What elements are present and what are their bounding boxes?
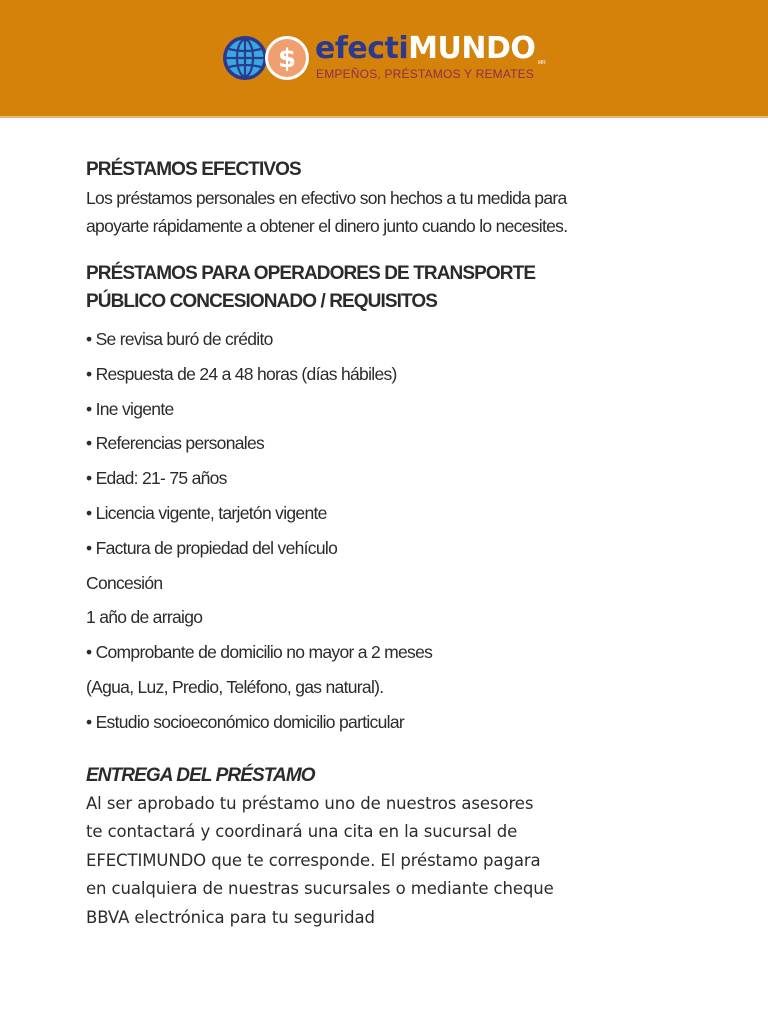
section-text-line: EFECTIMUNDO que te corresponde. El préstamo pagara [86, 850, 541, 870]
section-title: PRÉSTAMOS EFECTIVOS [86, 159, 301, 180]
efectimundo-logo[interactable] [220, 33, 560, 85]
section-cash-loans [86, 156, 567, 240]
section-title-line: PRÉSTAMOS PARA OPERADORES DE TRANSPORTE [86, 263, 536, 284]
list-item: • Factura de propiedad del vehículo [86, 537, 338, 558]
brand-name [315, 31, 536, 66]
brand-name-part1: efecti [315, 31, 409, 66]
list-item: • Estudio socioeconómico domicilio particular [86, 711, 404, 732]
list-item: • Se revisa buró de crédito [86, 329, 273, 349]
list-item: • Referencias personales [86, 433, 265, 454]
list-item: • Licencia vigente, tarjetón vigente [86, 502, 327, 523]
list-item: Concesión [86, 572, 163, 593]
globe-icon [222, 35, 268, 81]
list-item: • Respuesta de 24 a 48 horas (días hábiles) [86, 363, 397, 384]
section-title: ENTREGA DEL PRÉSTAMO [86, 765, 315, 786]
brand-name-part2: MUNDO [408, 31, 536, 66]
section-text-line: te contactará y coordinará una cita en la sucursal de [86, 822, 518, 842]
brand-tagline: EMPEÑOS, PRÉSTAMOS Y REMATES [316, 67, 535, 81]
section-loan-delivery [86, 762, 554, 932]
section-text-line: Al ser aprobado tu préstamo uno de nuestros asesores [86, 794, 534, 813]
requirements-list [86, 322, 432, 740]
list-item: 1 año de arraigo [86, 607, 203, 628]
section-requirements-title [86, 260, 535, 316]
list-item: • Ine vigente [86, 398, 174, 419]
list-item: • Edad: 21- 75 años [86, 468, 227, 489]
svg-text:$: $ [277, 44, 297, 74]
section-text-line: BBVA electrónica para tu seguridad [86, 907, 375, 927]
list-item: • Comprobante de domicilio no mayor a 2 meses [86, 642, 433, 663]
section-title-line: PÚBLICO CONCESIONADO / REQUISITOS [86, 291, 438, 312]
section-text-line: apoyarte rápidamente a obtener el dinero junto cuando lo necesites. [86, 216, 568, 236]
section-text-line: Los préstamos personales en efectivo son hechos a tu medida para [86, 188, 567, 208]
section-text-line: en cualquiera de nuestras sucursales o mediante cheque [86, 879, 554, 899]
trademark-mark: MR [538, 60, 546, 66]
dollar-coin-icon [264, 35, 310, 81]
list-item: (Agua, Luz, Predio, Teléfono, gas natural). [86, 676, 384, 697]
header-banner [0, 0, 768, 118]
